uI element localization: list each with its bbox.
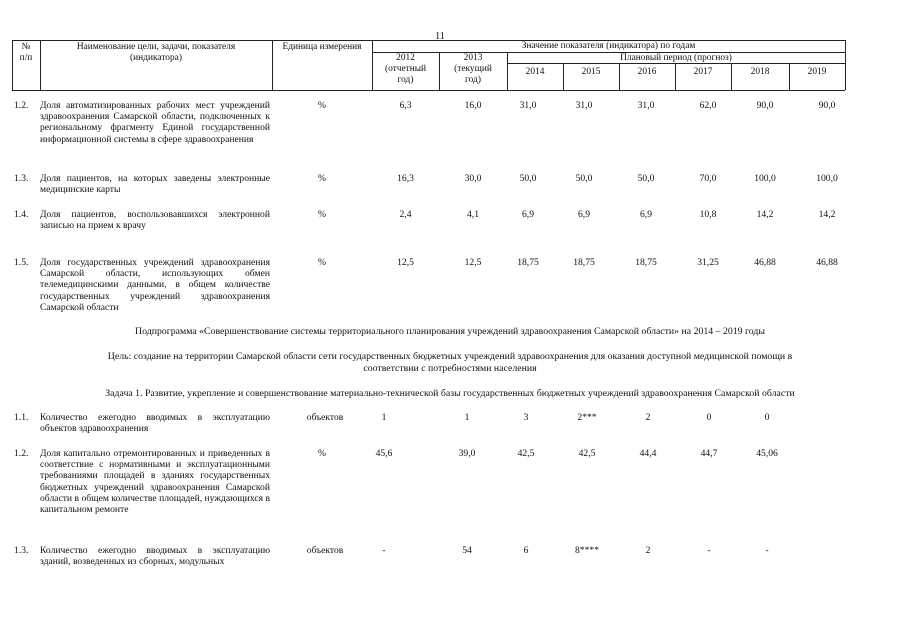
row-number: 1.5.: [14, 257, 29, 268]
row-value: 54: [462, 545, 472, 556]
row-value: 1: [381, 412, 387, 423]
header-year: 2017: [693, 67, 713, 77]
row-unit: объектов: [306, 412, 344, 423]
row-value: 10,8: [699, 209, 717, 220]
goal-text: Цель: создание на территории Самарской области сети государственных бюджетных учреждений здравоохранения для оказания доступной медицинской помощи в соответствии с потребностями населения: [107, 351, 793, 374]
header-num: № п/п: [19, 42, 33, 63]
row-value: 70,0: [699, 173, 717, 184]
row-value: 6,9: [640, 209, 652, 220]
header-year: 2015: [581, 67, 601, 77]
row-number: 1.2.: [14, 100, 29, 111]
row-unit: объектов: [306, 545, 344, 556]
row-value: -: [765, 545, 769, 556]
row-value: 14,2: [818, 209, 836, 220]
row-number: 1.1.: [14, 412, 29, 423]
row-value: -: [382, 545, 386, 556]
row-unit: %: [318, 173, 326, 184]
row-value: 90,0: [756, 100, 774, 111]
row-value: 90,0: [818, 100, 836, 111]
row-value: 2***: [577, 412, 597, 423]
row-unit: %: [318, 209, 326, 220]
row-number: 1.3.: [14, 545, 29, 556]
row-value: 12,5: [397, 257, 414, 268]
row-value: 45,06: [756, 448, 778, 459]
header-year: 2019: [807, 67, 827, 77]
subprogram-title: Подпрограмма «Совершенствование системы территориального планирования учреждений здравоохранения Самарской области» на 2014 – 2019 годы: [135, 326, 765, 337]
header-plan-title: Плановый период (прогноз): [620, 53, 732, 63]
row-value: 100,0: [754, 173, 776, 184]
row-value: 44,4: [639, 448, 657, 459]
row-number: 1.2.: [14, 448, 29, 459]
row-value: 31,0: [519, 100, 537, 111]
row-number: 1.3.: [14, 173, 29, 184]
row-unit: %: [318, 257, 326, 268]
row-name: Доля пациентов, воспользовавшихся электронной записью на прием к врачу: [40, 209, 270, 232]
row-value: 2,4: [399, 209, 412, 220]
row-value: 100,0: [816, 173, 838, 184]
row-value: 30,0: [464, 173, 482, 184]
header-name: Наименование цели, задачи, показателя (индикатора): [76, 42, 236, 63]
row-value: 18,75: [573, 257, 595, 268]
header-values-title: Значение показателя (индикатора) по годам: [521, 41, 696, 51]
row-value: 16,3: [397, 173, 414, 184]
row-name: Доля капитально отремонтированных и приведенных в соответствие с нормативными и эксплуатационными требованиями площадей в зданиях государственных бюджетных учреждений здравоохранения Самарской области в общем количестве площадей, нуждающихся в капитальном ремонте: [40, 448, 270, 516]
row-name: Количество ежегодно вводимых в эксплуатацию объектов здравоохранения: [40, 412, 270, 435]
row-name: Доля государственных учреждений здравоохранения Самарской области, использующих обмен телемедицинскими данными, в общем количестве государственных учреждений здравоохранения Самарской области: [40, 257, 270, 313]
row-value: 0: [706, 412, 712, 423]
row-value: 50,0: [637, 173, 655, 184]
row-value: 46,88: [754, 257, 776, 268]
row-value: 46,88: [816, 257, 838, 268]
row-name: Доля пациентов, на которых заведены электронные медицинские карты: [40, 173, 270, 196]
row-value: 1: [464, 412, 470, 423]
row-value: 4,1: [467, 209, 479, 220]
row-value: 12,5: [464, 257, 482, 268]
row-value: 50,0: [575, 173, 593, 184]
row-value: 42,5: [578, 448, 596, 459]
row-value: 31,0: [637, 100, 655, 111]
row-value: 18,75: [635, 257, 657, 268]
header-year: 2018: [750, 67, 770, 77]
header-year: 2016: [637, 67, 657, 77]
row-value: 50,0: [519, 173, 537, 184]
task-text: Задача 1. Развитие, укрепление и совершенствование материально-технической базы государственных бюджетных учреждений здравоохранения Самарской области: [105, 388, 795, 399]
row-value: 6: [523, 545, 529, 556]
row-value: 18,75: [517, 257, 539, 268]
row-value: 31,25: [697, 257, 719, 268]
header-year: 2014: [525, 67, 545, 77]
row-value: 6,3: [399, 100, 412, 111]
row-name: Доля автоматизированных рабочих мест учреждений здравоохранения Самарской области, подключенных к региональному фрагменту Единой государственной информационной системы в сфере здравоохранения: [40, 100, 270, 145]
row-value: 2: [645, 412, 651, 423]
row-value: 62,0: [699, 100, 717, 111]
row-value: 42,5: [517, 448, 535, 459]
row-value: 6,9: [578, 209, 590, 220]
row-value: 14,2: [756, 209, 774, 220]
row-value: 8****: [575, 545, 599, 556]
row-value: 6,9: [522, 209, 534, 220]
row-name: Количество ежегодно вводимых в эксплуатацию зданий, возведенных из сборных, модульных: [40, 545, 270, 568]
row-value: 39,0: [458, 448, 476, 459]
row-unit: %: [318, 100, 326, 111]
row-value: 2: [645, 545, 651, 556]
header-2013: 2013 (текущий год): [454, 53, 492, 85]
row-value: 0: [764, 412, 770, 423]
row-value: 3: [523, 412, 529, 423]
row-value: 31,0: [575, 100, 593, 111]
header-unit: Единица измерения: [282, 42, 362, 52]
row-value: 16,0: [464, 100, 482, 111]
row-unit: %: [318, 448, 326, 459]
row-value: -: [707, 545, 711, 556]
row-number: 1.4.: [14, 209, 29, 220]
row-value: 44,7: [700, 448, 718, 459]
header-2012: 2012 (отчетный год): [384, 53, 427, 85]
page-number: 11: [435, 31, 445, 42]
row-value: 45,6: [375, 448, 393, 459]
